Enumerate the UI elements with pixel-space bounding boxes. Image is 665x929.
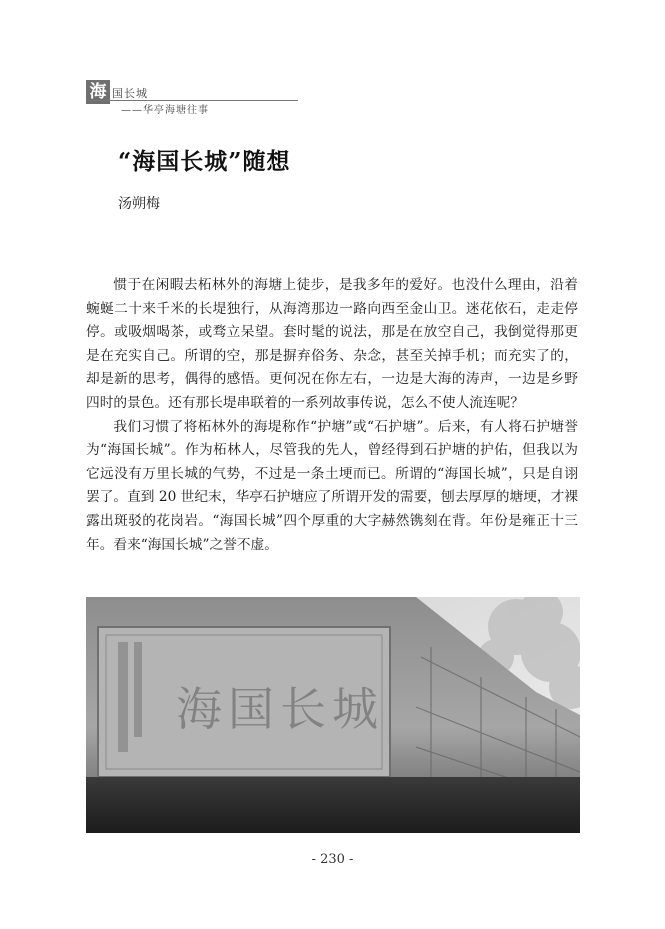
paragraph: 我们习惯了将柘林外的海堤称作“护塘”或“石护塘”。后来，有人将石护塘誉为“海国长城”。作为柘林人，尽管我的先人，曾经得到石护塘的护佑，但我以为它远没有万里长城的气势，不过是一条土埂而已。所谓的“海国长城”，只是自诩罢了。直到 20 世纪末，华亭石护塘应了所谓开发的需要，刨去厚厚的塘埂，才裸露出斑驳的花岗岩。“海国长城”四个厚重的大字赫然镌刻在背。年份是雍正十三年。看来“海国长城”之誉不虚。 [86, 418, 578, 553]
header-title: 国长城 [112, 87, 148, 100]
header-subtitle: ——华亭海塘往事 [121, 105, 209, 116]
article-title: “海国长城”随想 [118, 148, 291, 175]
page-number: - 230 - [311, 852, 354, 867]
header-logo: 海 [86, 80, 110, 104]
sea-wall-photo [86, 597, 580, 833]
wall-base [86, 777, 580, 833]
article-author: 汤朔梅 [118, 196, 160, 212]
carved-inscription: 海国长城 [176, 682, 384, 736]
paragraph: 惯于在闲暇去柘林外的海塘上徒步，是我多年的爱好。也没什么理由，沿着蜿蜒二十来千米的长堤独行，从海湾那边一路向西至金山卫。迷花依石，走走停停。或吸烟喝茶，或骛立呆望。套时髦的说法，那是在放空自己，我倒觉得那更是在充实自己。所谓的空，那是摒弃俗务、杂念，甚至关掉手机；而充实了的，却是新的思考，偶得的感悟。更何况在你左右，一边是大海的涛声，一边是乡野四时的景色。还有那长堤串联着的一系列故事传说，怎么不使人流连呢？ [86, 277, 578, 411]
article-body [86, 274, 578, 557]
running-header [86, 80, 300, 116]
